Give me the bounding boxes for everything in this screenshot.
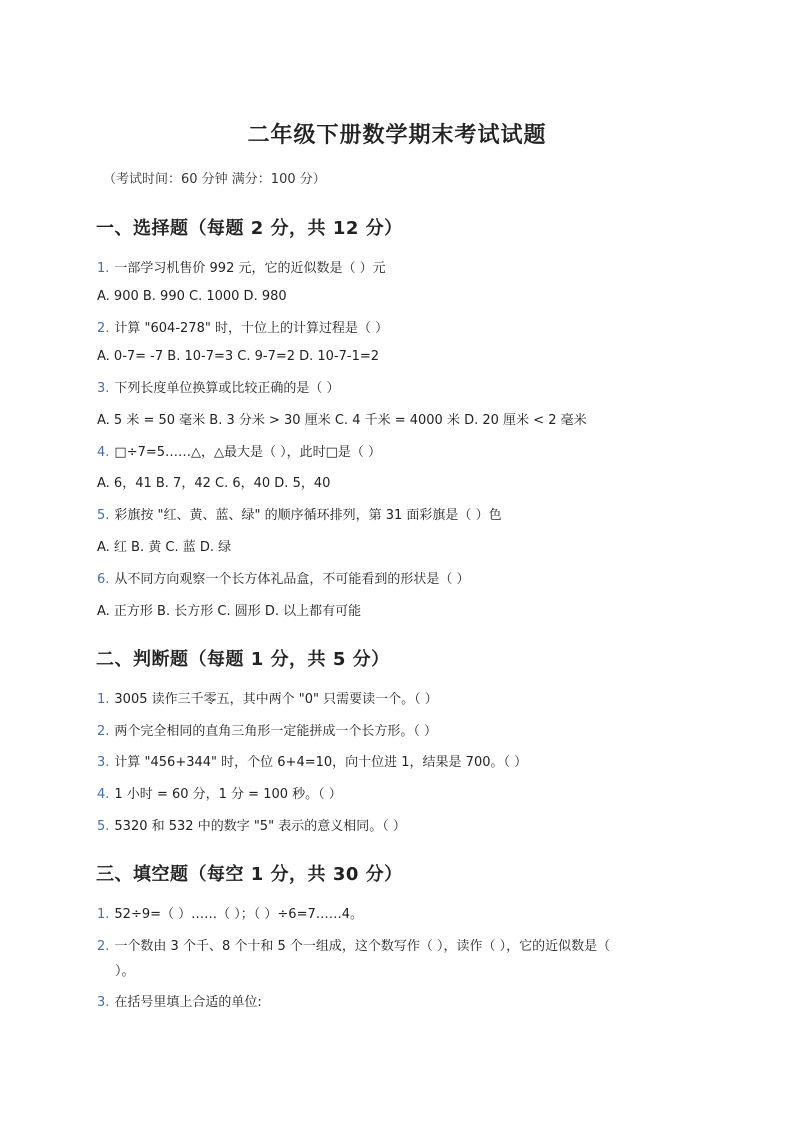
question-text: 5320 和 532 中的数字 "5" 表示的意义相同。（ ） bbox=[114, 819, 406, 834]
question-text: 下列长度单位换算或比较正确的是（ ） bbox=[114, 381, 340, 396]
question-number: 5. bbox=[97, 508, 110, 523]
question bbox=[97, 815, 406, 834]
options: A. 0-7= -7 B. 10-7=3 C. 9-7=2 D. 10-7-1=2 bbox=[97, 349, 380, 364]
question-text: 一个数由 3 个千、8 个十和 5 个一组成，这个数写作（ ），读作（ ），它的近似数是（ bbox=[114, 939, 611, 954]
question-continuation: ）。 bbox=[115, 964, 135, 979]
question-number: 4. bbox=[97, 445, 110, 460]
question bbox=[97, 377, 340, 396]
question-text: 3005 读作三千零五，其中两个 "0" 只需要读一个。（ ） bbox=[114, 692, 438, 707]
question bbox=[97, 504, 502, 523]
question-number: 5. bbox=[97, 819, 110, 834]
question-text: 在括号里填上合适的单位: bbox=[114, 995, 262, 1010]
section-heading-fill-blank: 三、填空题（每空 1 分，共 30 分） bbox=[96, 864, 403, 885]
question bbox=[97, 903, 363, 922]
exam-info: （考试时间：60 分钟 满分：100 分） bbox=[103, 172, 326, 187]
question-number: 3. bbox=[97, 755, 110, 770]
options: A. 900 B. 990 C. 1000 D. 980 bbox=[97, 289, 287, 304]
question bbox=[97, 783, 342, 802]
question-number: 4. bbox=[97, 787, 110, 802]
question-number: 2. bbox=[97, 939, 110, 954]
question-number: 6. bbox=[97, 572, 110, 587]
question-text: □÷7=5……△，△最大是（ ），此时□是（ ） bbox=[114, 445, 382, 460]
section-heading-choice: 一、选择题（每题 2 分，共 12 分） bbox=[96, 218, 403, 239]
question-text: 彩旗按 "红、黄、蓝、绿" 的顺序循环排列，第 31 面彩旗是（ ）色 bbox=[114, 508, 502, 523]
question-text: 计算 "456+344" 时，个位 6+4=10，向十位进 1，结果是 700。（ ） bbox=[114, 755, 528, 770]
question bbox=[97, 688, 438, 707]
page-title: 二年级下册数学期末考试试题 bbox=[247, 123, 547, 148]
question-number: 1. bbox=[97, 692, 110, 707]
question bbox=[97, 991, 262, 1010]
options: A. 6，41 B. 7，42 C. 6，40 D. 5，40 bbox=[97, 476, 331, 491]
question-text: 两个完全相同的直角三角形一定能拼成一个长方形。（ ） bbox=[114, 724, 438, 739]
question bbox=[97, 257, 386, 276]
question-number: 1. bbox=[97, 907, 110, 922]
question-number: 2. bbox=[97, 321, 110, 336]
question bbox=[97, 720, 437, 739]
question-text: 一部学习机售价 992 元，它的近似数是（ ）元 bbox=[114, 261, 386, 276]
question bbox=[97, 317, 388, 336]
options: A. 红 B. 黄 C. 蓝 D. 绿 bbox=[97, 540, 232, 555]
question-text: 计算 "604-278" 时，十位上的计算过程是（ ） bbox=[114, 321, 389, 336]
question bbox=[97, 568, 470, 587]
question-number: 1. bbox=[97, 261, 110, 276]
question-text: 从不同方向观察一个长方体礼品盒，不可能看到的形状是（ ） bbox=[114, 572, 470, 587]
question bbox=[97, 751, 527, 770]
options: A. 5 米 = 50 毫米 B. 3 分米 > 30 厘米 C. 4 千米 = 4000 米 D. 20 厘米 < 2 毫米 bbox=[97, 413, 587, 428]
question-number: 2. bbox=[97, 724, 110, 739]
question-text: 52÷9=（ ）……（ ）；（ ）÷6=7……4。 bbox=[114, 907, 363, 922]
question bbox=[97, 935, 610, 954]
question-number: 3. bbox=[97, 381, 110, 396]
options: A. 正方形 B. 长方形 C. 圆形 D. 以上都有可能 bbox=[97, 604, 362, 619]
question-number: 3. bbox=[97, 995, 110, 1010]
question-text: 1 小时 = 60 分，1 分 = 100 秒。（ ） bbox=[114, 787, 342, 802]
section-heading-judgement: 二、判断题（每题 1 分，共 5 分） bbox=[96, 649, 390, 670]
question bbox=[97, 441, 381, 460]
